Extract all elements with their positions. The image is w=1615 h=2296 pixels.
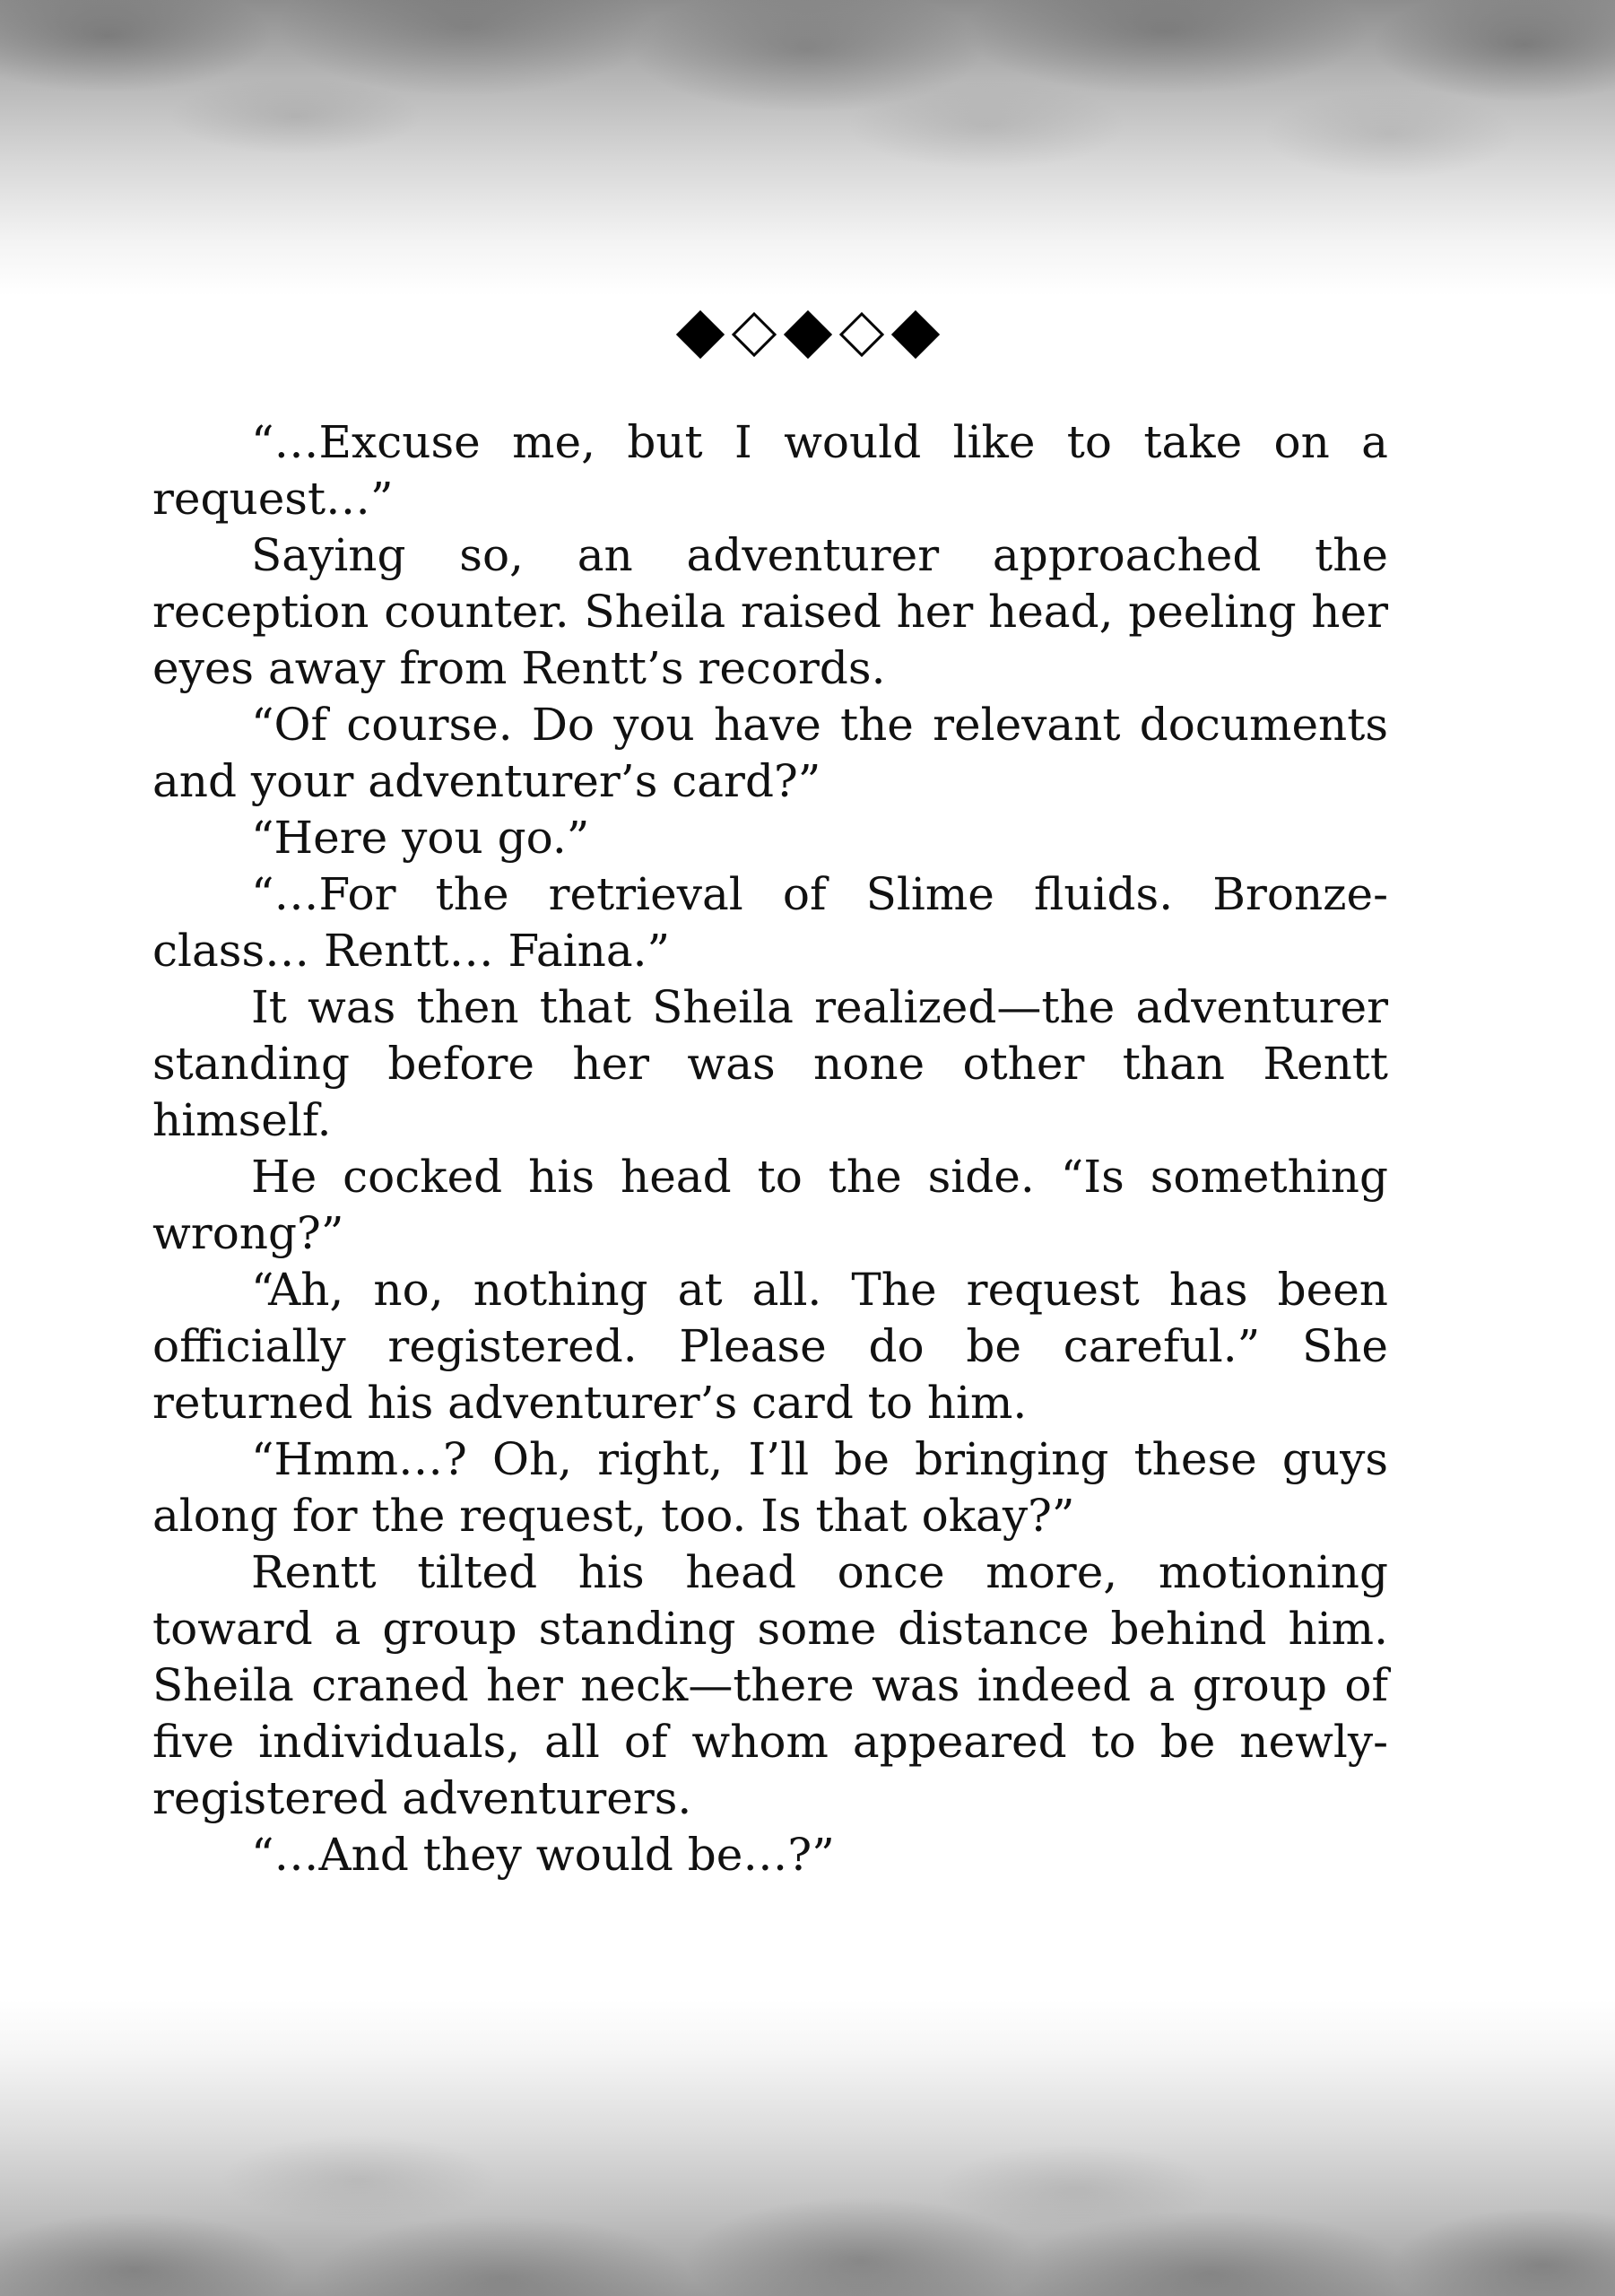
paragraph: “Ah, no, nothing at all. The request has been officially registered. Please do be careful.” She returned his adventurer’s card to him.	[152, 1264, 1388, 1429]
stone-texture-footer	[0, 2000, 1615, 2296]
paragraph: Saying so, an adventurer approached the reception counter. Sheila raised her head, peeling her eyes away from Rentt’s records.	[152, 529, 1388, 694]
body-text	[152, 414, 1388, 1883]
paragraph: Rentt tilted his head once more, motioning toward a group standing some distance behind him. Sheila craned her neck—there was indeed a group of five individuals, all of whom appeared to be newly-registered adventurers.	[152, 1546, 1388, 1824]
paragraph: “Here you go.”	[251, 812, 590, 864]
hollow-diamond-icon	[841, 314, 882, 355]
scene-break-ornament	[0, 303, 1615, 366]
paragraph: He cocked his head to the side. “Is something wrong?”	[152, 1151, 1388, 1259]
filled-diamond-icon	[678, 312, 723, 357]
filled-diamond-icon	[893, 312, 938, 357]
filled-diamond-icon	[786, 312, 830, 357]
paragraph: “…For the retrieval of Slime fluids. Bronze-class… Rentt… Faina.”	[152, 868, 1388, 977]
hollow-diamond-icon	[734, 314, 775, 355]
paragraph: “…And they would be…?”	[251, 1829, 835, 1881]
paragraph: It was then that Sheila realized—the adventurer standing before her was none other than Rentt himself.	[152, 981, 1388, 1146]
stone-texture-header	[0, 0, 1615, 296]
diamond-row-icon	[673, 303, 942, 366]
paragraph: “…Excuse me, but I would like to take on a request…”	[152, 416, 1388, 525]
paragraph: “Of course. Do you have the relevant documents and your adventurer’s card?”	[152, 699, 1388, 807]
paragraph: “Hmm…? Oh, right, I’ll be bringing these guys along for the request, too. Is that okay?”	[152, 1433, 1388, 1542]
